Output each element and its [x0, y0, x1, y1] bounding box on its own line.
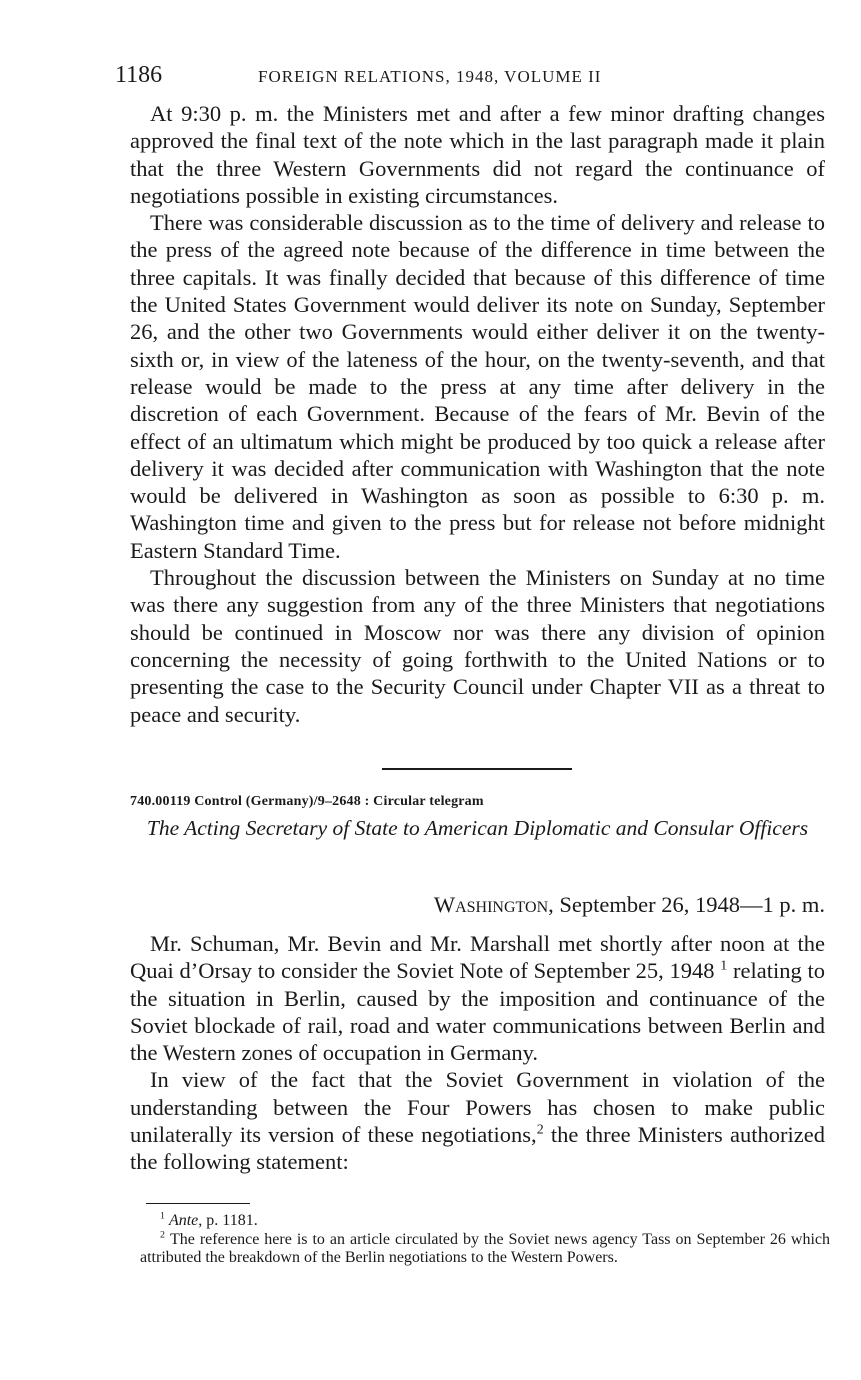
- footnote-number: 1: [160, 1210, 165, 1222]
- paragraph: There was considerable discussion as to the time of delivery and release to the press of the agreed note because of the difference in time between the three capitals. It was finally decided that because of this difference of time the United States Government would deliver its note on Sunday, September 26, and the other two Governments would either deliver it on the twenty-sixth or, in view of the lateness of the hour, on the twenty-seventh, and that release would be made to the press at any time after delivery in the discretion of each Government. Because of the fears of Mr. Bevin of the effect of an ultimatum which might be produced by too quick a release after delivery it was decided after communication with Washington that the note would be delivered in Washington as soon as possible to 6:30 p. m. Washington time and given to the press but for release not before midnight Eastern Standard Time.: [130, 210, 825, 563]
- paragraph-text: In view of the fact that the Soviet Government in violation of the understanding between the Four Powers has chosen to make public unilaterally its version of these negotiations,: [130, 1067, 825, 1148]
- dateline-place: Washington: [433, 892, 549, 917]
- body-section-1: [130, 100, 825, 728]
- footnote-text: The reference here is to an article circulated by the Soviet news agency Tass on September 26 which attributed the breakdown of the Berlin negotiations to the Western Powers.: [140, 1230, 831, 1266]
- section-divider: [382, 768, 572, 770]
- dateline: [434, 892, 825, 918]
- footnotes: [140, 1212, 830, 1268]
- dateline-date: , September 26, 1948—1 p. m.: [548, 892, 825, 917]
- footnote-ref[interactable]: 1: [720, 958, 728, 974]
- paragraph: At 9:30 p. m. the Ministers met and after a few minor drafting changes approved the final text of the note which in the last paragraph made it plain that the three Western Governments did not regard the continuance of negotiations possible in existing circumstances.: [130, 101, 825, 208]
- paragraph: Throughout the discussion between the Ministers on Sunday at no time was there any suggestion from any of the three Ministers that negotiations should be continued in Moscow nor was there any division of opinion concerning the necessity of going forthwith to the United Nations or to presenting the case to the Security Council under Chapter VII as a threat to peace and security.: [130, 565, 825, 727]
- paragraph-text: relating to the situation in Berlin, caused by the imposition and continuance of the Soviet blockade of rail, road and water communications between Berlin and the Western zones of occupation in Germany.: [130, 958, 825, 1066]
- running-title: FOREIGN RELATIONS, 1948, VOLUME II: [258, 67, 602, 86]
- document-title: The Acting Secretary of State to American Diplomatic and Consular Officers: [146, 816, 809, 840]
- footnote-number: 2: [160, 1229, 165, 1241]
- paragraph: [130, 930, 825, 1066]
- paragraph-text: Mr. Schuman, Mr. Bevin and Mr. Marshall met shortly after noon at the Quai d’Orsay to consider the Soviet Note of September 25, 1948: [130, 931, 825, 984]
- running-header: [115, 62, 815, 98]
- footnote-divider: [146, 1203, 250, 1204]
- footnote-1: [140, 1212, 830, 1231]
- file-reference: 740.00119 Control (Germany)/9–2648 : Circular telegram: [130, 794, 484, 809]
- footnote-italic: Ante: [168, 1212, 199, 1229]
- paragraph: [130, 1066, 825, 1175]
- body-section-2: [130, 930, 825, 1176]
- footnote-text: , p. 1181.: [198, 1212, 258, 1229]
- paragraph-text: the three Ministers authorized the following statement:: [130, 1122, 825, 1175]
- footnote-ref[interactable]: 2: [536, 1122, 544, 1138]
- page-number: 1186: [115, 62, 163, 88]
- footnote-2: [140, 1231, 830, 1268]
